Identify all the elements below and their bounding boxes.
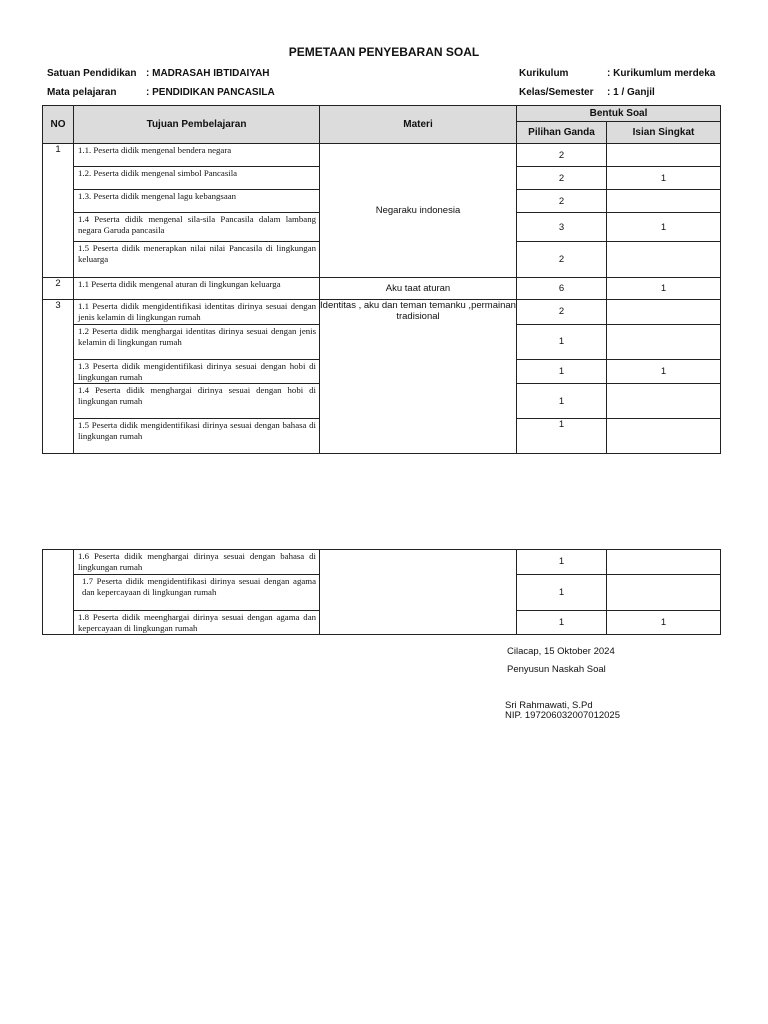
isian-cell bbox=[607, 550, 721, 575]
header-bentuk-soal: Bentuk Soal bbox=[517, 106, 721, 122]
isian-cell: 1 bbox=[607, 278, 721, 300]
table-row bbox=[43, 300, 721, 325]
pg-cell: 6 bbox=[517, 278, 607, 300]
tujuan-cell: 1.8 Peserta didik meenghargai dirinya sesuai dengan agama dan kepercayaan di lingkungan rumah bbox=[74, 610, 320, 635]
satuan-value: : MADRASAH IBTIDAIYAH bbox=[146, 68, 270, 79]
tujuan-cell: 1.4 Peserta didik mengenal sila-sila Pancasila dalam lambang negara Garuda pancasila bbox=[74, 213, 320, 242]
row-number bbox=[43, 550, 74, 635]
mapping-table bbox=[42, 105, 721, 454]
isian-cell bbox=[607, 300, 721, 325]
tujuan-cell: 1.2 Peserta didik menghargai identitas dirinya sesuai dengan jenis kelamin di lingkungan rumah bbox=[74, 324, 320, 359]
satuan-label: Satuan Pendidikan bbox=[47, 68, 137, 79]
tujuan-cell: 1.1 Peserta didik mengenal aturan di lingkungan keluarga bbox=[74, 278, 320, 300]
kurikulum-value: : Kurikumlum merdeka bbox=[607, 68, 716, 79]
isian-cell bbox=[607, 419, 721, 454]
isian-cell bbox=[607, 242, 721, 278]
isian-cell: 1 bbox=[607, 213, 721, 242]
materi-cell: Negaraku indonesia bbox=[320, 144, 517, 278]
pg-cell: 1 bbox=[517, 574, 607, 610]
row-number: 3 bbox=[43, 300, 74, 454]
materi-cell: Identitas , aku dan teman temanku ,permainan tradisional bbox=[320, 300, 517, 454]
document-title: PEMETAAN PENYEBARAN SOAL bbox=[288, 45, 480, 59]
row-number: 1 bbox=[43, 144, 74, 278]
pg-cell: 1 bbox=[517, 359, 607, 384]
kelas-value: : 1 / Ganjil bbox=[607, 87, 655, 98]
pg-cell: 1 bbox=[517, 324, 607, 359]
signer-nip: NIP. 197206032007012025 bbox=[505, 710, 620, 721]
signer-role: Penyusun Naskah Soal bbox=[507, 664, 606, 675]
tujuan-cell: 1.6 Peserta didik menghargai dirinya sesuai dengan bahasa di lingkungan rumah bbox=[74, 550, 320, 575]
signer-name: Sri Rahmawati, S.Pd bbox=[505, 700, 593, 711]
header-isian-singkat: Isian Singkat bbox=[607, 122, 721, 144]
pg-cell: 1 bbox=[517, 610, 607, 635]
header-materi: Materi bbox=[320, 106, 517, 144]
isian-cell bbox=[607, 384, 721, 419]
row-number: 2 bbox=[43, 278, 74, 300]
tujuan-cell: 1.3 Peserta didik mengidentifikasi dirinya sesuai dengan hobi di lingkungan rumah bbox=[74, 359, 320, 384]
tujuan-cell: 1.5 Peserta didik menerapkan nilai nilai Pancasila di lingkungan keluarga bbox=[74, 242, 320, 278]
tujuan-cell: 1.2. Peserta didik mengenal simbol Pancasila bbox=[74, 167, 320, 190]
tujuan-cell: 1.1 Peserta didik mengidentifikasi identitas dirinya sesuai dengan jenis kelamin di lingkungan rumah bbox=[74, 300, 320, 325]
table-row bbox=[43, 550, 721, 575]
table-row bbox=[43, 278, 721, 300]
pg-cell: 1 bbox=[517, 550, 607, 575]
header-no: NO bbox=[43, 106, 74, 144]
isian-cell: 1 bbox=[607, 610, 721, 635]
mapel-label: Mata pelajaran bbox=[47, 87, 117, 98]
pg-cell: 2 bbox=[517, 242, 607, 278]
kelas-label: Kelas/Semester bbox=[519, 87, 594, 98]
isian-cell bbox=[607, 144, 721, 167]
header-pilihan-ganda: Pilihan Ganda bbox=[517, 122, 607, 144]
place-date: Cilacap, 15 Oktober 2024 bbox=[507, 646, 615, 657]
tujuan-cell: 1.4 Peserta didik menghargai dirinya sesuai dengan hobi di lingkungan rumah bbox=[74, 384, 320, 419]
isian-cell bbox=[607, 324, 721, 359]
isian-cell: 1 bbox=[607, 167, 721, 190]
materi-cell: Aku taat aturan bbox=[320, 278, 517, 300]
mapping-table-continued bbox=[42, 549, 721, 635]
materi-cell bbox=[320, 550, 517, 635]
mapel-value: : PENDIDIKAN PANCASILA bbox=[146, 87, 275, 98]
pg-cell: 2 bbox=[517, 144, 607, 167]
tujuan-cell: 1.5 Peserta didik mengidentifikasi dirinya sesuai dengan bahasa di lingkungan rumah bbox=[74, 419, 320, 454]
pg-cell: 1 bbox=[517, 384, 607, 419]
tujuan-cell: 1.3. Peserta didik mengenal lagu kebangsaan bbox=[74, 190, 320, 213]
kurikulum-label: Kurikulum bbox=[519, 68, 569, 79]
isian-cell: 1 bbox=[607, 359, 721, 384]
pg-cell: 3 bbox=[517, 213, 607, 242]
pg-cell: 2 bbox=[517, 167, 607, 190]
tujuan-cell: 1.7 Peserta didik mengidentifikasi dirinya sesuai dengan agama dan kepercayaan di lingkungan rumah bbox=[74, 574, 320, 610]
pg-cell: 2 bbox=[517, 190, 607, 213]
isian-cell bbox=[607, 574, 721, 610]
header-tujuan: Tujuan Pembelajaran bbox=[74, 106, 320, 144]
tujuan-cell: 1.1. Peserta didik mengenal bendera negara bbox=[74, 144, 320, 167]
table-row bbox=[43, 144, 721, 167]
pg-cell: 1 bbox=[517, 419, 607, 454]
isian-cell bbox=[607, 190, 721, 213]
pg-cell: 2 bbox=[517, 300, 607, 325]
